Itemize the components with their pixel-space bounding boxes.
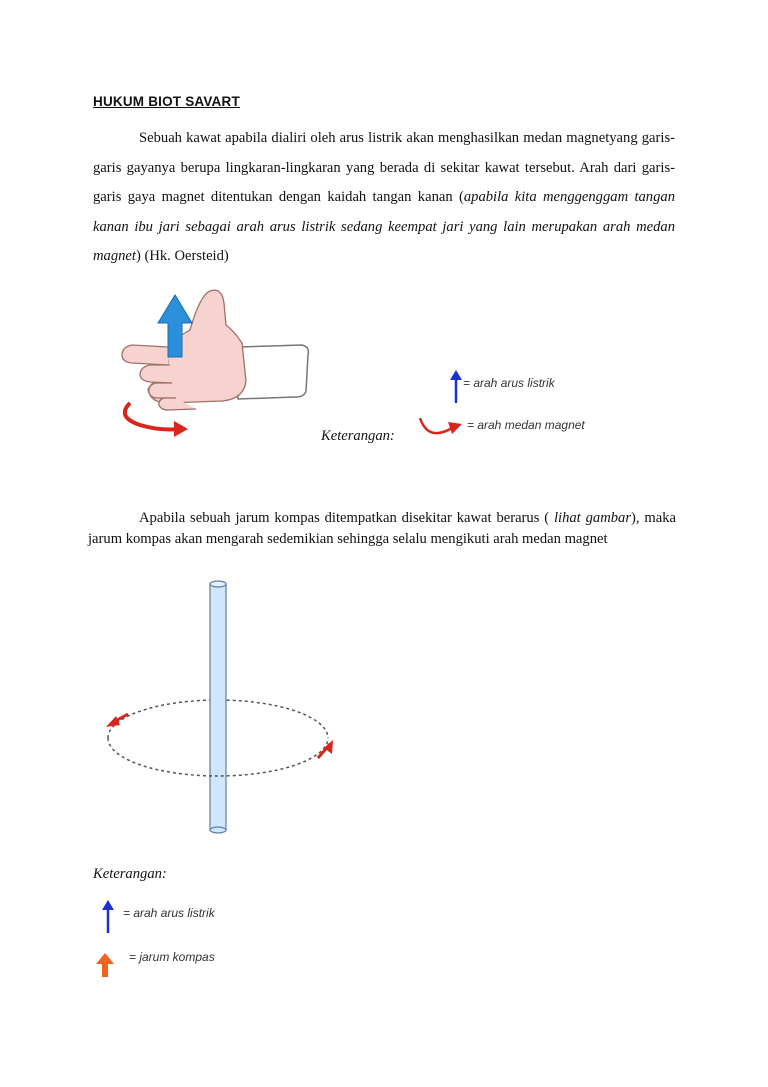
- paragraph-text-end: ) (Hk. Oersteid): [135, 248, 229, 264]
- figure1-caption: Keterangan:: [321, 428, 395, 444]
- legend-compass-label: = jarum kompas: [129, 950, 215, 964]
- legend-field-label: = arah medan magnet: [467, 418, 585, 432]
- legend-current-label: = arah arus listrik: [463, 376, 555, 390]
- paragraph-italic-text: apabila kita menggenggam tangan kanan ibu jari sebagai arah arus listrik sedang keempat jari yang lain merupakan arah medan magnet: [93, 189, 675, 264]
- paragraph2-text-end: ), maka jarum kompas akan mengarah sedemikian sehingga selalu mengikuti arah medan magnet: [88, 510, 676, 547]
- curved-arrow-icon: [418, 414, 464, 440]
- paragraph-compass: [88, 508, 676, 550]
- arrow-up-icon: [450, 370, 462, 404]
- paragraph2-text: Apabila sebuah jarum kompas ditempatkan disekitar kawat berarus (: [139, 510, 554, 526]
- paragraph2-italic-text: lihat gambar: [553, 510, 632, 526]
- legend-current-label-2: = arah arus listrik: [123, 906, 215, 920]
- paragraph-text: Sebuah kawat apabila dialiri oleh arus listrik akan menghasilkan medan magnetyang garis-garis gayanya berupa lingkaran-lingkaran yang berada di sekitar kawat tersebut. Arah dari garis-garis gaya magnet ditentukan dengan kaidah tangan kanan (: [93, 130, 675, 205]
- compass-needle-icon: [96, 953, 114, 977]
- right-hand-rule-illustration: [110, 285, 310, 445]
- figure2-caption: Keterangan:: [93, 866, 167, 882]
- wire-field-illustration: [100, 578, 340, 836]
- section-heading: HUKUM BIOT SAVART: [93, 94, 240, 109]
- arrow-up-icon: [102, 900, 114, 934]
- paragraph-biot-savart: [93, 124, 675, 272]
